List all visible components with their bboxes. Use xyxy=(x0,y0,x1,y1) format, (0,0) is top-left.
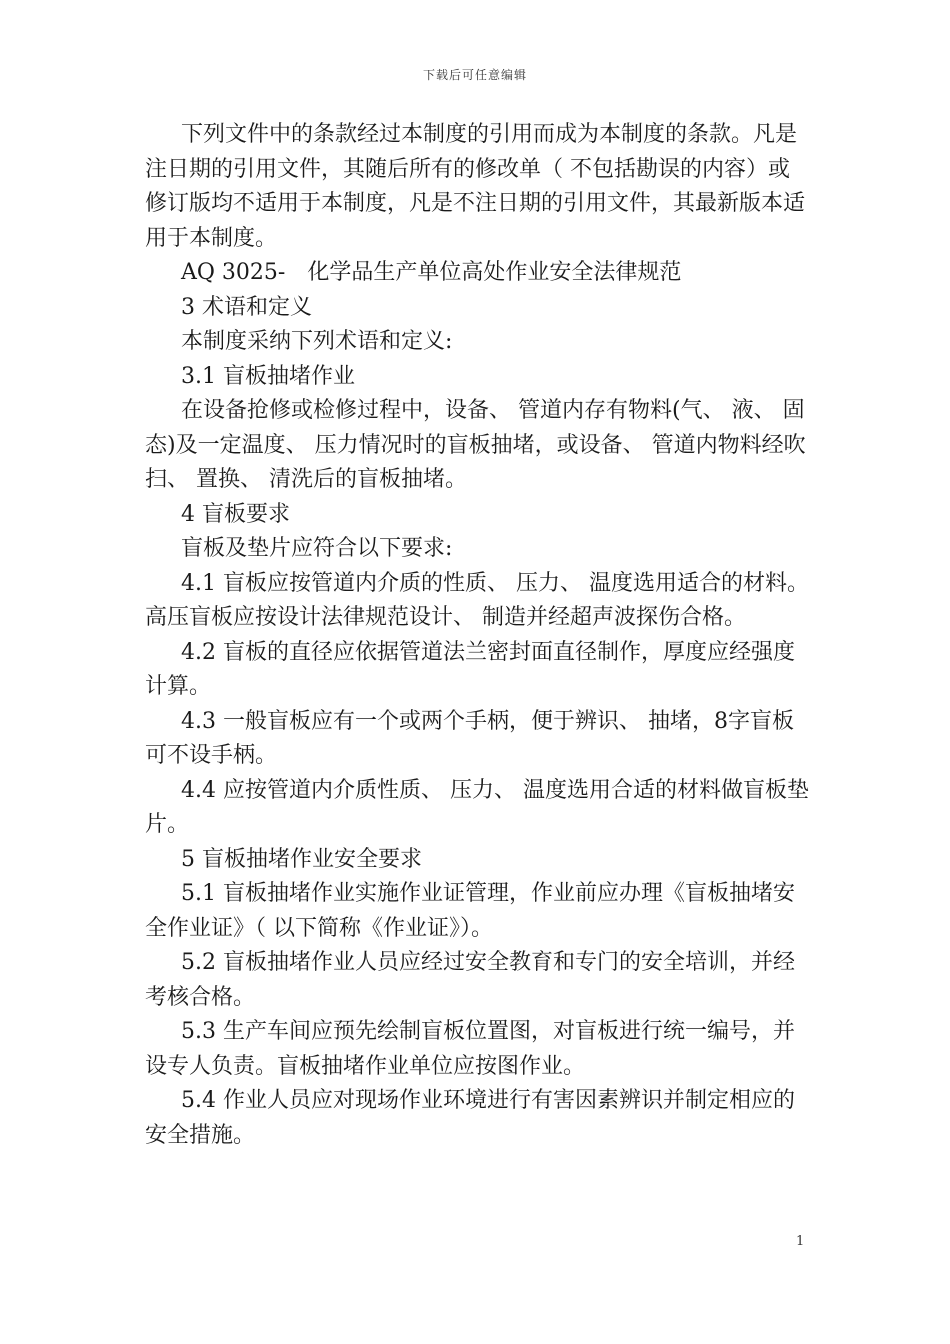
paragraph-reference-clause: 下列文件中的条款经过本制度的引用而成为本制度的条款。凡是注日期的引用文件，其随后所有的修改单（ 不包括勘误的内容）或修订版均不适用于本制度，凡是不注日期的引用文件，其最新版本适用于本制度。 xyxy=(145,122,806,251)
section-heading-safety-requirements: 5 盲板抽堵作业安全要求 xyxy=(181,846,422,872)
clause-4-4: 4.4 应按管道内介质性质、 压力、 温度选用合适的材料做盲板垫片。 xyxy=(145,777,809,837)
page-header: 下载后可任意编辑 xyxy=(422,68,527,82)
subsection-heading-3-1: 3.1 盲板抽堵作业 xyxy=(181,363,355,389)
paragraph-requirements-intro: 盲板及垫片应符合以下要求: xyxy=(181,536,453,561)
clause-4-2: 4.2 盲板的直径应依据管道法兰密封面直径制作，厚度应经强度计算。 xyxy=(145,639,795,699)
clause-5-2: 5.2 盲板抽堵作业人员应经过安全教育和专门的安全培训，并经考核合格。 xyxy=(145,950,795,1010)
clause-5-3: 5.3 生产车间应预先绘制盲板位置图，对盲板进行统一编号，并设专人负责。盲板抽堵作业单位应按图作业。 xyxy=(145,1019,795,1079)
section-heading-terms: 3 术语和定义 xyxy=(181,294,312,320)
paragraph-standard-reference: AQ 3025- 化学品生产单位高处作业安全法律规范 xyxy=(181,260,682,285)
paragraph-definition: 在设备抢修或检修过程中，设备、 管道内存有物料(气、 液、 固态)及一定温度、 压力情况时的盲板抽堵，或设备、 管道内物料经吹扫、 置换、 清洗后的盲板抽堵。 xyxy=(145,398,806,492)
clause-4-1: 4.1 盲板应按管道内介质的性质、 压力、 温度选用适合的材料。高压盲板应按设计法律规范设计、 制造并经超声波探伤合格。 xyxy=(145,570,809,630)
clause-5-4: 5.4 作业人员应对现场作业环境进行有害因素辨识并制定相应的安全措施。 xyxy=(145,1088,795,1148)
page-number: 1 xyxy=(796,1234,805,1249)
paragraph-terms-intro: 本制度采纳下列术语和定义: xyxy=(181,329,453,354)
clause-5-1: 5.1 盲板抽堵作业实施作业证管理，作业前应办理《盲板抽堵安全作业证》（ 以下简称《作业证》）。 xyxy=(145,881,795,941)
section-heading-blind-requirements: 4 盲板要求 xyxy=(181,501,290,527)
document-body xyxy=(145,118,810,1153)
clause-4-3: 4.3 一般盲板应有一个或两个手柄，便于辨识、 抽堵，8字盲板可不设手柄。 xyxy=(145,708,794,768)
